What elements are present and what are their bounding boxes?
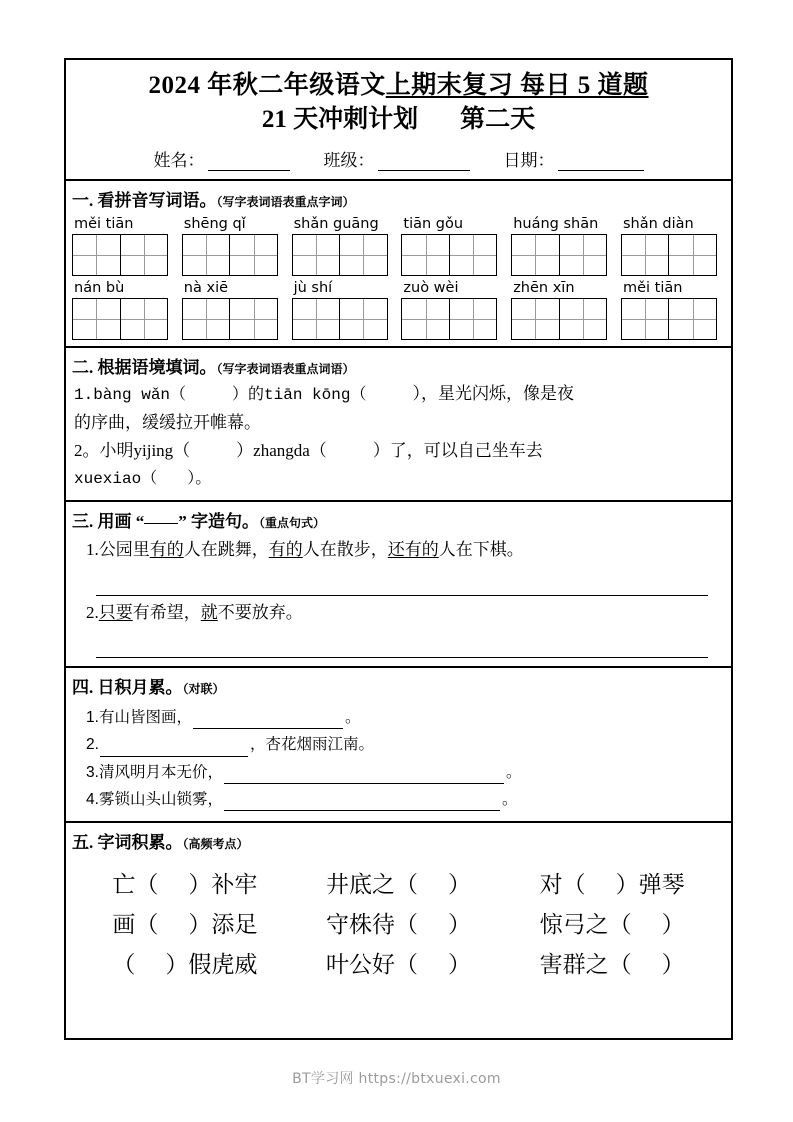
idiom-item	[540, 866, 685, 899]
pinyin-row-1	[72, 215, 725, 276]
idiom-item	[112, 946, 257, 979]
tianzige-box[interactable]	[72, 298, 168, 340]
name-input-rule[interactable]	[208, 156, 290, 171]
s1-part-1: 公园里	[98, 540, 150, 560]
idiom-suffix: ）添足	[188, 912, 258, 938]
idiom-prefix: 对（	[539, 872, 586, 898]
s1-underlined-3: 还有的	[387, 540, 439, 560]
idiom-item	[540, 906, 685, 939]
tianzige-box[interactable]	[401, 298, 497, 340]
q2-1-part-a: 1.bàng wǎn（	[74, 386, 187, 405]
s2-underlined-2: 就	[200, 602, 218, 622]
couplet-row	[86, 788, 726, 811]
section-4-couplets	[66, 668, 731, 823]
section-4-body	[66, 700, 731, 821]
idiom-suffix: ）	[447, 912, 471, 938]
answer-line-2[interactable]	[96, 631, 708, 658]
section-5-heading	[66, 823, 731, 855]
section-2-number: 二.	[72, 358, 94, 378]
couplet-number: 1.	[86, 709, 99, 727]
pinyin-label: zuò wèi	[403, 280, 459, 297]
section-1-title: 看拼音写词语。	[97, 191, 217, 210]
idiom-prefix: 叶公好（	[325, 952, 418, 978]
couplet-row	[86, 706, 726, 729]
name-field-group	[154, 146, 290, 171]
pinyin-item	[292, 279, 396, 340]
pinyin-item	[292, 215, 396, 276]
tianzige-box[interactable]	[511, 298, 607, 340]
idiom-item	[112, 906, 257, 939]
question-2-2-line-2	[74, 464, 726, 493]
tianzige-box[interactable]	[292, 298, 388, 340]
s2-number: 2.	[86, 602, 99, 622]
idiom-prefix: 亡（	[112, 872, 159, 898]
tianzige-box[interactable]	[182, 234, 278, 276]
q2-2-part-a: 2。小明yijing（	[74, 440, 191, 460]
s1-part-4: 人在下棋。	[438, 540, 524, 560]
s1-number: 1.	[86, 540, 99, 560]
section-1-note: （写字表词语表重点字词）	[216, 195, 355, 209]
date-label: 日期：	[503, 151, 555, 170]
worksheet-page	[64, 58, 733, 1040]
section-2-context-fill	[66, 348, 731, 502]
couplet-prefix: 雾锁山头山锁雾，	[98, 790, 223, 808]
idiom-row	[78, 866, 719, 899]
s2-part-2: 不要放弃。	[217, 602, 303, 622]
pinyin-item	[182, 215, 286, 276]
section-3-title-b: ” 字造句。	[178, 512, 259, 532]
pinyin-item	[511, 279, 615, 340]
date-input-rule[interactable]	[558, 156, 644, 171]
class-field-group	[324, 146, 470, 171]
idiom-item	[326, 946, 471, 979]
pinyin-label: tiān gǒu	[403, 216, 464, 232]
answer-line-1[interactable]	[96, 569, 708, 596]
student-meta-row	[66, 146, 731, 173]
idiom-suffix: ）	[661, 952, 685, 978]
idiom-suffix: ）补牢	[188, 872, 258, 898]
question-2-1-line-2: 的序曲，缓缓拉开帷幕。	[74, 413, 261, 433]
tianzige-box[interactable]	[621, 234, 717, 276]
pinyin-item	[621, 215, 725, 276]
s2-part-1: 有希望，	[132, 602, 201, 622]
section-3-title-a: 用画 “	[97, 512, 145, 532]
pinyin-label: shǎn diàn	[622, 216, 694, 232]
idiom-prefix: 守株待（	[325, 912, 418, 938]
couplet-number: 4.	[86, 790, 99, 808]
s2-underlined-1: 只要	[98, 602, 133, 622]
pinyin-label: shǎn guāng	[293, 216, 379, 232]
section-2-heading	[66, 348, 731, 380]
section-2-body	[66, 380, 731, 500]
couplet-suffix: 。	[505, 763, 522, 781]
s1-underlined-2: 有的	[268, 540, 303, 560]
pinyin-label: nà xiē	[183, 280, 229, 297]
couplet-prefix: 清风明月本无价，	[98, 763, 223, 781]
section-4-note: （对联）	[182, 682, 225, 697]
page-subtitle-right: 第二天	[460, 105, 536, 133]
page-title-underlined: 上期末复习 每日 5 道题	[385, 72, 649, 99]
couplet-blank[interactable]	[100, 743, 248, 757]
pinyin-item	[401, 279, 505, 340]
section-3-blank-mark	[144, 523, 178, 524]
section-5-idioms	[66, 823, 731, 998]
idiom-prefix: 画（	[112, 912, 159, 938]
idiom-item	[326, 906, 471, 939]
s1-part-3: 人在散步，	[302, 540, 388, 560]
tianzige-box[interactable]	[621, 298, 717, 340]
page-title	[66, 68, 731, 104]
pinyin-label: měi tiān	[622, 280, 683, 297]
idiom-row	[78, 946, 719, 979]
couplet-suffix: ，杏花烟雨江南。	[249, 736, 374, 754]
couplet-prefix: 有山皆图画，	[98, 709, 192, 727]
q2-2-part-c: ）了，可以自己坐车去	[372, 440, 543, 460]
question-2-2-line-1	[74, 437, 726, 465]
page-title-prefix: 2024 年秋二年级语文	[148, 72, 386, 99]
example-sentence-1	[86, 537, 726, 563]
pinyin-item	[401, 215, 505, 276]
idiom-suffix: ）	[447, 952, 471, 978]
section-3-heading	[66, 502, 731, 534]
class-label: 班级：	[323, 151, 375, 170]
footer-watermark: BT学习网 https://btxuexi.com	[292, 1071, 501, 1087]
section-5-note: （高频考点）	[182, 837, 249, 852]
worksheet-header	[66, 60, 731, 181]
section-5-number: 五.	[72, 833, 94, 853]
couplet-blank[interactable]	[224, 770, 504, 784]
section-2-note: （写字表词语表重点词语）	[216, 362, 355, 377]
section-4-title: 日积月累。	[97, 678, 183, 698]
section-5-title: 字词积累。	[97, 833, 183, 853]
section-4-heading	[66, 668, 731, 700]
section-1-heading	[66, 181, 731, 213]
tianzige-box[interactable]	[292, 234, 388, 276]
section-4-number: 四.	[72, 678, 94, 698]
idiom-row	[78, 906, 719, 939]
class-input-rule[interactable]	[378, 156, 470, 171]
couplet-blank[interactable]	[193, 715, 343, 729]
pinyin-label: shēng qǐ	[183, 216, 246, 232]
page-subtitle-left: 21 天冲刺计划	[261, 105, 419, 133]
pinyin-item	[511, 215, 615, 276]
idiom-prefix: 害群之（	[539, 952, 632, 978]
idiom-item	[540, 946, 685, 979]
q2-2-part-d: xuexiao（	[74, 470, 158, 489]
pinyin-row-2	[72, 279, 725, 340]
section-2-title: 根据语境填词。	[97, 358, 217, 378]
tianzige-box[interactable]	[182, 298, 278, 340]
section-3-body	[66, 534, 731, 666]
tianzige-box[interactable]	[401, 234, 497, 276]
pinyin-label: měi tiān	[74, 216, 134, 232]
page-subtitle	[66, 104, 731, 137]
idiom-suffix: ）	[661, 912, 685, 938]
q2-1-part-b: ）的tiān kōng（	[232, 386, 367, 405]
idiom-prefix: 井底之（	[325, 872, 418, 898]
idiom-suffix: ）	[447, 872, 471, 898]
pinyin-label: zhēn xīn	[513, 280, 575, 297]
couplet-number: 2.	[86, 736, 99, 754]
idiom-suffix: ）弹琴	[615, 872, 685, 898]
pinyin-item	[72, 215, 176, 276]
couplet-blank[interactable]	[224, 797, 500, 811]
pinyin-label: jù shí	[293, 280, 333, 297]
couplet-suffix: 。	[501, 790, 518, 808]
couplet-number: 3.	[86, 763, 99, 781]
section-1-number: 一.	[72, 191, 94, 210]
question-2-1-line-1	[74, 380, 726, 409]
pinyin-item	[72, 279, 176, 340]
date-field-group	[504, 146, 644, 171]
q2-2-part-b: ）zhangda（	[236, 440, 327, 460]
name-label: 姓名：	[153, 151, 205, 170]
s1-part-2: 人在跳舞，	[183, 540, 269, 560]
q2-2-part-e: ）。	[187, 470, 212, 489]
idiom-prefix: （	[112, 952, 136, 978]
idiom-prefix: 惊弓之（	[539, 912, 632, 938]
s1-underlined-1: 有的	[149, 540, 184, 560]
pinyin-label: huáng shān	[513, 216, 599, 232]
tianzige-box[interactable]	[72, 234, 168, 276]
section-5-body	[66, 855, 731, 998]
idiom-suffix: ）假虎威	[165, 952, 258, 978]
example-sentence-2	[86, 600, 726, 626]
section-3-sentence-making	[66, 502, 731, 668]
idiom-item	[112, 866, 257, 899]
pinyin-grid-area	[66, 213, 731, 346]
pinyin-label: nán bù	[74, 280, 125, 297]
couplet-row	[86, 733, 726, 756]
section-3-note: （重点句式）	[259, 516, 326, 531]
tianzige-box[interactable]	[511, 234, 607, 276]
idiom-item	[326, 866, 471, 899]
section-1-pinyin-writing	[66, 181, 731, 348]
section-3-number: 三.	[72, 512, 94, 532]
pinyin-item	[621, 279, 725, 340]
q2-1-part-c: ），星光闪烁，像是夜	[412, 384, 574, 404]
couplet-suffix: 。	[344, 709, 361, 727]
pinyin-item	[182, 279, 286, 340]
couplet-row	[86, 761, 726, 784]
